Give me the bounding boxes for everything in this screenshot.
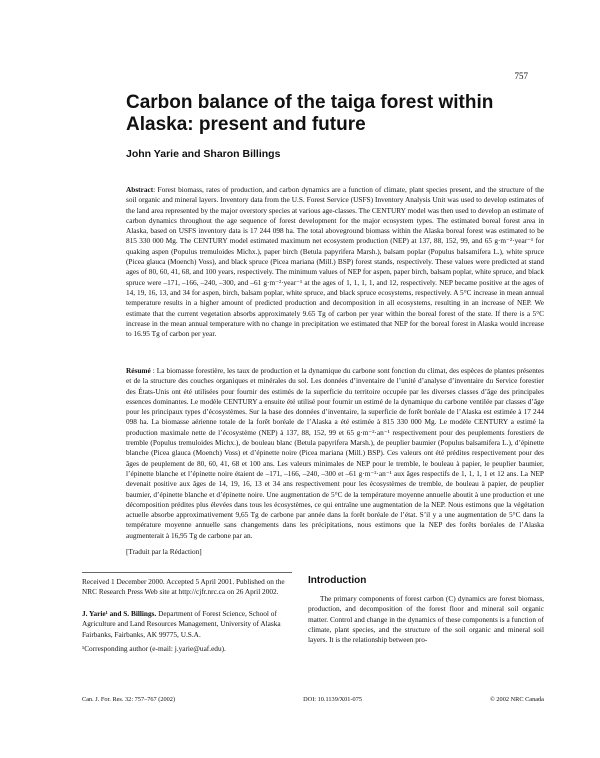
page-footer [82, 696, 544, 703]
abstract-label: Abstract [126, 185, 154, 194]
translation-note: [Traduit par la Rédaction] [126, 547, 202, 556]
page-number: 757 [514, 71, 528, 81]
abstract [126, 185, 544, 339]
footnote-divider [82, 572, 292, 573]
doi: DOI: 10.1139/X01-075 [303, 696, 362, 703]
resume-text: : La biomasse forestière, les taux de production et la dynamique du carbone sont fonction du climat, des espèces de plantes présentes et de la structure des couches organiques et minérales du sol. Les données d’inventaire de l’unité d’analyse d’inventaire du Service forestier des États-Unis ont été utilisées pour fournir des estimés de la superficie du territoire occupée par les diverses classes d’âge des principales essences dominantes. Le modèle CENTURY a ensuite été utilisé pour fournir un estimé de la dynamique du carbone ventilée par classes d’âge pour les principaux types d’écosystèmes. Sur la base des données d’inventaire, la superficie de forêt boréale de l’Alaska est estimée à 17 244 098 ha. La biomasse aérienne totale de la forêt boréale de l’Alaska a été estimée à 815 330 000 Mg. Le modèle CENTURY a estimé la production maximale nette de l’écosystème (NEP) à 137, 88, 152, 99 et 65 g·m⁻²·an⁻¹ respectivement pour des peuplements forestiers de tremble (Populus tremuloides Michx.), de bouleau blanc (Betula papyrifera Marsh.), de peuplier baumier (Populus balsamifera L.), d’épinette blanche (Picea glauca (Moench) Voss) et d’épinette noire (Picea mariana (Mill.) BSP). Ces valeurs ont été prédites respectivement pour des âges de peuplement de 80, 60, 41, 68 et 100 ans. Les valeurs minimales de NEP pour le tremble, le bouleau à papier, le peuplier baumier, l’épinette blanche et l’épinette noire étaient de –171, –166, –240, –300 et –61 g·m⁻²·an⁻¹ aux âges respectifs de 1, 1, 1, 1 et 12 ans. La NEP devenait positive aux âges de 14, 19, 16, 13 et 34 ans respectivement pour les écosystèmes de tremble, de bouleau à papier, de peuplier baumier, d’épinette blanche et d’épinette noire. Une augmentation de 5°C de la température moyenne annuelle aboutit à une production et une décomposition prédites plus élevées dans tous les écosystèmes, ce qui entraîne une augmentation de la NEP. Nous estimons que la végétation actuelle absorbe approximativement 9,65 Tg de carbone par année dans la forêt boréale de l’état. S’il y a une augmentation de 5°C dans la température moyenne annuelle sans changements dans les précipitations, nous estimons que la NEP des forêts boréales de l’Alaska augmenterait à 16,95 Tg de carbone par an. [126, 366, 544, 540]
article-title: Carbon balance of the taiga forest within Alaska: present and future [126, 92, 494, 135]
affiliation-text: Department of Forest Science, School of Agriculture and Land Resources Management, University of Alaska Fairbanks, Fairbanks, AK 99775, U.S.A. [82, 609, 281, 639]
abstract-text: : Forest biomass, rates of production, and carbon dynamics are a function of climate, plant species present, and the structure of the soil organic and mineral layers. Inventory data from the U.S. Forest Service (USFS) Inventory Analysis Unit was used to develop estimates of the land area represented by the major overstory species at various age-classes. The CENTURY model was then used to develop an estimate of carbon dynamics throughout the age sequence of forest development for the major ecosystem types. The estimated boreal forest area in Alaska, based on USFS inventory data is 17 244 098 ha. The total aboveground biomass within the Alaska boreal forest was estimated to be 815 330 000 Mg. The CENTURY model estimated maximum net ecosystem production (NEP) at 137, 88, 152, 99, and 65 g·m⁻²·year⁻¹ for quaking aspen (Populus tremuloides Michx.), paper birch (Betula papyrifera Marsh.), balsam poplar (Populus balsamifera L.), white spruce (Picea glauca (Moench) Voss), and black spruce (Picea mariana (Mill.) BSP) forest stands, respectively. These values were predicted at stand ages of 80, 60, 41, 68, and 100 years, respectively. The minimum values of NEP for aspen, paper birch, balsam poplar, white spruce, and black spruce were –171, –166, –240, –300, and –61 g·m⁻²·year⁻¹ at the ages of 1, 1, 1, 1, and 12, respectively. NEP became positive at the ages of 14, 19, 16, 13, and 34 for aspen, birch, balsam poplar, white spruce, and black spruce ecosystems, respectively. A 5°C increase in mean annual temperature results in a higher amount of predicted production and decomposition in all ecosystems, resulting in an increase of NEP. We estimate that the current vegetation absorbs approximately 9.65 Tg of carbon per year within the boreal forest of the state. If there is a 5°C increase in the mean annual temperature with no change in precipitation we estimated that NEP for the boreal forest in Alaska would increase to 16.95 Tg of carbon per year. [126, 185, 544, 339]
resume-label: Résumé [126, 366, 151, 375]
corresponding-author: ¹Corresponding author (e-mail: j.yarie@uaf.edu). [82, 644, 226, 653]
resume [126, 366, 544, 541]
author-affiliation [82, 609, 297, 640]
section-heading-introduction: Introduction [308, 575, 367, 586]
received-dates: Received 1 December 2000. Accepted 5 April 2001. Published on the NRC Research Press Web site at http://cjfr.nrc.ca on 26 April 2002. [82, 577, 285, 597]
introduction-paragraph: The primary components of forest carbon (C) dynamics are forest biomass, production, and decomposition of the forest floor and mineral soil organic matter. Control and change in the dynamics of these components is a function of climate, plant species, and the structure of the soil organic and mineral soil layers. It is the relationship between pro- [308, 594, 544, 645]
copyright: © 2002 NRC Canada [490, 696, 544, 703]
authors: John Yarie and Sharon Billings [126, 148, 281, 160]
journal-citation: Can. J. For. Res. 32: 757–767 (2002) [82, 696, 176, 703]
affiliation-names: J. Yarie¹ and S. Billings. [82, 609, 157, 618]
